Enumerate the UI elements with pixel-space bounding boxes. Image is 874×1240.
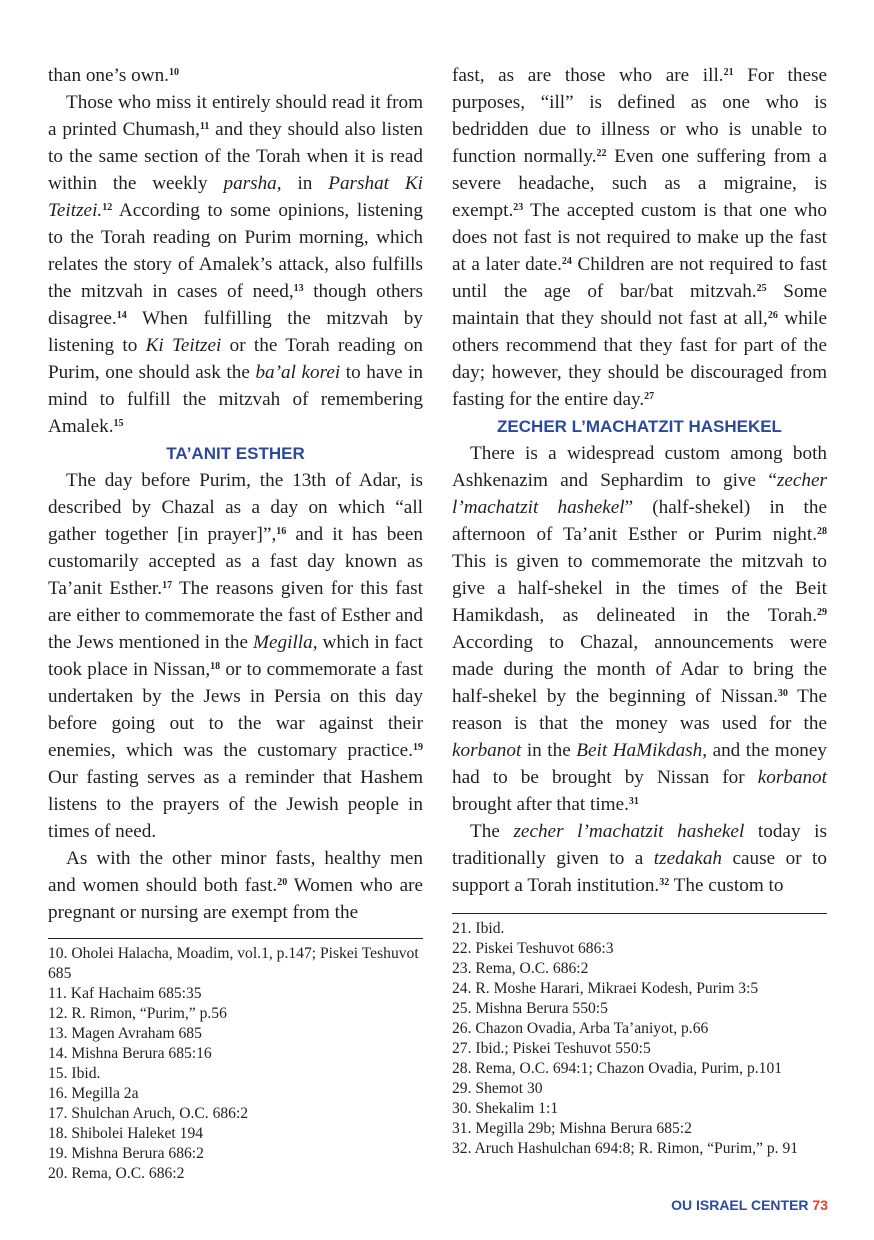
text-run: in the (521, 740, 577, 761)
footnote-ref: 10 (168, 67, 179, 78)
footnote-ref: 17 (162, 580, 173, 591)
footnote-ref: 21 (723, 67, 734, 78)
footnote-item: 10. Oholei Halacha, Moadim, vol.1, p.147; Piskei Teshuvot 685 (48, 945, 419, 982)
footnote-ref: 18 (210, 661, 221, 672)
text-run: When fulfilling the mitzvah by listening to (48, 308, 423, 356)
footnote-item: 24. R. Moshe Harari, Mikraei Kodesh, Purim 3:5 (452, 980, 759, 997)
text-run: than one’s own. (48, 65, 169, 86)
italic-term: ba’al korei (255, 362, 341, 383)
text-run: The (470, 821, 514, 842)
footnote-item: 27. Ibid.; Piskei Teshuvot 550:5 (452, 1040, 651, 1057)
footnote-item: 26. Chazon Ovadia, Arba Ta’aniyot, p.66 (452, 1020, 709, 1037)
text-run: The accepted custom is that one who does not fast is not required to make up the fast at a later date. (452, 200, 827, 275)
text-run: and the money had to be brought by Nissan for (452, 740, 827, 788)
text-run: Some maintain that they should not fast at all, (452, 281, 827, 329)
text-run: while others recommend that they fast for part of the day; however, they should be discouraged from fasting for the entire day. (452, 308, 827, 410)
footnote-ref: 22 (596, 148, 607, 159)
text-run: Even one suffering from a severe headache, such as a migraine, is exempt. (452, 146, 827, 221)
footnote-item: 16. Megilla 2a (48, 1085, 139, 1102)
footnote-ref: 14 (116, 310, 127, 321)
text-run: cause or to support a Torah institution. (452, 848, 827, 896)
section-heading-zecher-lmachatzit-hashekel: ZECHER L’MACHATZIT HASHEKEL (497, 417, 782, 436)
text-run: This is given to commemorate the mitzvah to give a half-shekel in the times of the Beit Hamikdash, as delineated in the Torah. (452, 551, 827, 626)
footnote-item: 23. Rema, O.C. 686:2 (452, 960, 589, 977)
text-run: According to Chazal, announcements were made during the month of Adar to bring the half-shekel by the beginning of Nissan. (452, 632, 827, 707)
italic-term: Beit HaMikdash, (576, 740, 708, 761)
text-run: There is a widespread custom among both Ashkenazim and Sephardim to give “ (452, 443, 827, 491)
footnote-ref: 27 (644, 391, 655, 402)
text-run: Children are not required to fast until the age of bar/bat mitzvah. (452, 254, 827, 302)
footnote-item: 19. Mishna Berura 686:2 (48, 1145, 204, 1162)
text-run: The reason is that the money was used for the (452, 686, 828, 734)
paragraph (452, 818, 827, 899)
text-run: or to commemorate a fast undertaken by the Jews in Persia on this day before going out to the war against their enemies, which was the customary practice. (48, 659, 423, 761)
text-run: As with the other minor fasts, healthy men and women should both fast. (48, 848, 423, 896)
text-run: which in fact took place in Nissan, (48, 632, 424, 680)
text-run: in (281, 173, 329, 194)
footnote-ref: 24 (561, 256, 572, 267)
footnote-ref: 12 (102, 202, 113, 213)
italic-term: korbanot (452, 740, 522, 761)
footnote-item: 12. R. Rimon, “Purim,” p.56 (48, 1005, 227, 1022)
text-run: and it has been customarily accepted as a fast day known as Ta’anit Esther. (48, 524, 423, 599)
text-run: to have in mind to fulfill the mitzvah of remembering Amalek. (48, 362, 423, 437)
text-run: or the Torah reading on Purim, one should ask the (48, 335, 424, 383)
footnote-item: 25. Mishna Berura 550:5 (452, 1000, 608, 1017)
footnote-ref: 25 (756, 283, 767, 294)
text-run: though others disagree. (48, 281, 423, 329)
italic-term: parsha, (223, 173, 282, 194)
right-column (452, 62, 827, 899)
text-run: ” (half-shekel) in the afternoon of Ta’anit Esther or Purim night. (452, 497, 827, 545)
text-run: brought after that time. (452, 794, 629, 815)
footer-center-name: OU ISRAEL CENTER (671, 1197, 809, 1213)
footnote-item: 18. Shibolei Haleket 194 (48, 1125, 204, 1142)
footnote-ref: 32 (659, 877, 670, 888)
footnote-ref: 30 (777, 688, 788, 699)
footnote-item: 31. Megilla 29b; Mishna Berura 685:2 (452, 1120, 692, 1137)
footnote-item: 20. Rema, O.C. 686:2 (48, 1165, 185, 1182)
footnotes-left (48, 938, 423, 1184)
footnote-ref: 23 (513, 202, 524, 213)
paragraph (48, 89, 423, 440)
left-column-paragraphs-after-heading (48, 467, 423, 926)
footnote-item: 11. Kaf Hachaim 685:35 (48, 985, 202, 1002)
footnote-ref: 11 (199, 121, 210, 132)
paragraph (48, 467, 423, 845)
text-run: The custom to (669, 875, 784, 896)
italic-term: korbanot (757, 767, 827, 788)
section-heading-taanit-esther: TA’ANIT ESTHER (166, 444, 305, 463)
footnote-item: 14. Mishna Berura 685:16 (48, 1045, 212, 1062)
italic-term: zecher l’machatzit hashekel (452, 470, 827, 518)
footnotes-right (452, 913, 827, 1159)
text-run: For these purposes, “ill” is defined as one who is bedridden due to illness or who is unable to function normally. (452, 65, 827, 167)
left-column-paragraphs (48, 62, 423, 440)
footnote-ref: 16 (276, 526, 287, 537)
paragraph (48, 62, 423, 89)
footnote-item: 21. Ibid. (452, 920, 505, 937)
footnote-item: 22. Piskei Teshuvot 686:3 (452, 940, 614, 957)
footnote-ref: 20 (277, 877, 288, 888)
page-number: 73 (812, 1197, 828, 1213)
paragraph (452, 62, 827, 413)
italic-term: zecher l’machatzit hashekel (513, 821, 745, 842)
text-run: Women who are pregnant or nursing are exempt from the (48, 875, 423, 923)
footnote-item: 13. Magen Avraham 685 (48, 1025, 202, 1042)
footnote-item: 15. Ibid. (48, 1065, 101, 1082)
footnote-ref: 13 (293, 283, 304, 294)
footnote-ref: 29 (817, 607, 827, 618)
footnote-item: 32. Aruch Hashulchan 694:8; R. Rimon, “Purim,” p. 91 (452, 1140, 799, 1157)
left-column (48, 62, 423, 926)
footnote-ref: 26 (767, 310, 778, 321)
footnote-ref: 31 (628, 796, 639, 807)
page-footer (671, 1197, 828, 1213)
text-run: fast, as are those who are ill. (452, 65, 724, 86)
right-column-paragraphs (452, 62, 827, 413)
italic-term: Ki Teitzei (145, 335, 222, 356)
paragraph (48, 845, 423, 926)
italic-term: Parshat Ki Teitzei. (48, 173, 423, 221)
text-run: and they should also listen to the same section of the Torah when it is read within the weekly (48, 119, 424, 194)
right-column-paragraphs-after-heading (452, 440, 827, 899)
footnote-item: 28. Rema, O.C. 694:1; Chazon Ovadia, Purim, p.101 (452, 1060, 783, 1077)
footnote-item: 29. Shemot 30 (452, 1080, 543, 1097)
text-run: The reasons given for this fast are either to commemorate the fast of Esther and the Jews mentioned in the (48, 578, 423, 653)
footnote-ref: 19 (413, 742, 423, 753)
footnote-ref: 28 (817, 526, 827, 537)
footnote-item: 30. Shekalim 1:1 (452, 1100, 559, 1117)
paragraph (452, 440, 827, 818)
footnote-ref: 15 (113, 418, 124, 429)
text-run: Those who miss it entirely should read it from a printed Chumash, (48, 92, 423, 140)
italic-term: Megilla, (253, 632, 318, 653)
text-run: The day before Purim, the 13th of Adar, is described by Chazal as a day on which “all gather together [in prayer]”, (48, 470, 423, 545)
text-run: According to some opinions, listening to the Torah reading on Purim morning, which relates the story of Amalek’s attack, also fulfills the mitzvah in cases of need, (48, 200, 423, 302)
italic-term: tzedakah (653, 848, 723, 869)
text-run: Our fasting serves as a reminder that Hashem listens to the prayers of the Jewish people in times of need. (48, 767, 423, 842)
footnote-item: 17. Shulchan Aruch, O.C. 686:2 (48, 1105, 249, 1122)
text-run: today is traditionally given to a (452, 821, 827, 869)
